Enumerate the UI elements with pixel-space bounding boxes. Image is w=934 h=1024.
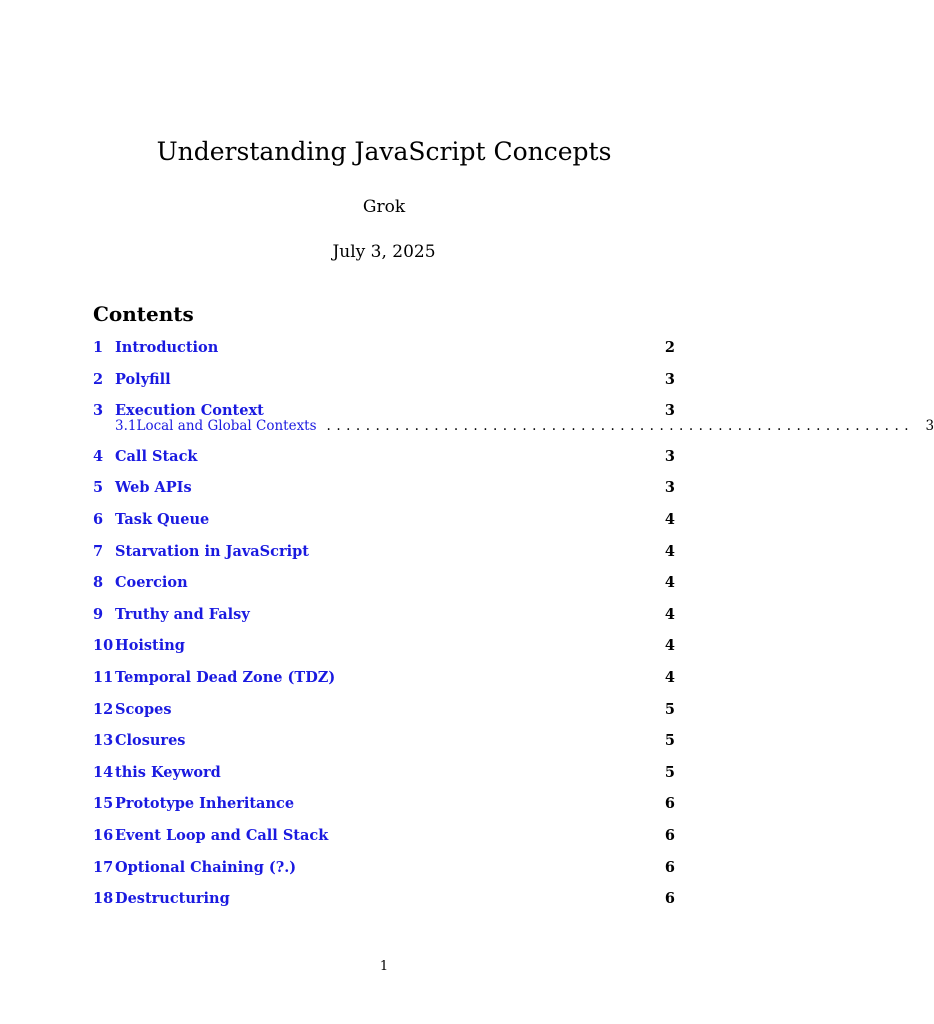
- toc-entry-number: 2: [93, 370, 104, 388]
- toc-entry-page: 3: [664, 479, 675, 497]
- toc-entry-6[interactable]: [93, 510, 675, 530]
- document-date: July 3, 2025: [332, 242, 436, 262]
- toc-entry-page: 3: [664, 402, 675, 420]
- toc-dot-leader: ............................................................: [326, 418, 915, 435]
- toc-entry-page: 4: [664, 605, 675, 623]
- toc-entry-label[interactable]: Optional Chaining (?.): [115, 858, 297, 876]
- toc-entry-page: 6: [664, 890, 675, 908]
- toc-entry-12[interactable]: [93, 700, 675, 720]
- toc-entry-13[interactable]: [93, 731, 675, 751]
- toc-entry-11[interactable]: [93, 668, 675, 688]
- toc-entry-number: 18: [93, 890, 114, 908]
- toc-subentry-3.1[interactable]: [93, 418, 934, 435]
- toc-entry-number: 3: [93, 402, 104, 420]
- toc-entry-label[interactable]: Task Queue: [115, 510, 210, 528]
- document-author: Grok: [362, 197, 406, 217]
- toc-entry-page: 4: [664, 542, 675, 560]
- toc-entry-number: 11: [93, 668, 114, 686]
- toc-entry-9[interactable]: [93, 605, 675, 625]
- toc-entry-16[interactable]: [93, 826, 675, 846]
- toc-entry-number: 13: [93, 732, 114, 750]
- toc-entry-18[interactable]: [93, 889, 675, 909]
- toc-entry-14[interactable]: [93, 763, 675, 783]
- toc-entry-page: 5: [664, 732, 675, 750]
- toc-entry-number: 14: [93, 763, 114, 781]
- toc-entry-label[interactable]: Starvation in JavaScript: [115, 542, 309, 560]
- toc-entry-label[interactable]: Web APIs: [115, 479, 192, 497]
- toc-entry-label[interactable]: Closures: [115, 732, 186, 750]
- toc-entry-page: 5: [664, 763, 675, 781]
- toc-entry-number: 17: [93, 858, 114, 876]
- toc-subentry-label[interactable]: Local and Global Contexts: [136, 418, 317, 435]
- toc-entry-label[interactable]: this Keyword: [115, 763, 221, 781]
- toc-entry-page: 4: [664, 510, 675, 528]
- toc-entry-page: 3: [664, 447, 675, 465]
- toc-entry-15[interactable]: [93, 794, 675, 814]
- toc-entry-8[interactable]: [93, 573, 675, 593]
- toc-entry-label[interactable]: Event Loop and Call Stack: [115, 826, 329, 844]
- table-of-contents: [93, 338, 934, 909]
- toc-entry-5[interactable]: [93, 478, 675, 498]
- toc-entry-number: 12: [93, 700, 114, 718]
- toc-entry-number: 5: [93, 479, 104, 497]
- toc-entry-page: 6: [664, 826, 675, 844]
- toc-entry-number: 16: [93, 826, 114, 844]
- toc-entry-number: 9: [93, 605, 104, 623]
- toc-entry-page: 2: [664, 339, 675, 356]
- toc-entry-label[interactable]: Polyfill: [115, 370, 171, 388]
- toc-entry-10[interactable]: [93, 636, 675, 656]
- page-number: 1: [379, 959, 389, 974]
- toc-entry-number: 8: [93, 574, 104, 592]
- document-title: Understanding JavaScript Concepts: [156, 137, 612, 166]
- toc-subentry-number: 3.1: [115, 418, 137, 435]
- toc-entry-page: 5: [664, 700, 675, 718]
- toc-entry-7[interactable]: [93, 542, 675, 562]
- toc-entry-label[interactable]: Temporal Dead Zone (TDZ): [115, 668, 336, 686]
- toc-entry-label[interactable]: Introduction: [115, 339, 219, 356]
- toc-entry-number: 1: [93, 339, 104, 356]
- toc-subentry-page: 3: [925, 418, 934, 435]
- toc-heading: Contents: [93, 302, 194, 326]
- toc-entry-label[interactable]: Truthy and Falsy: [115, 605, 250, 623]
- toc-entry-number: 7: [93, 542, 104, 560]
- toc-entry-number: 15: [93, 795, 114, 813]
- toc-entry-page: 6: [664, 795, 675, 813]
- toc-entry-page: 4: [664, 574, 675, 592]
- toc-entry-number: 10: [93, 637, 114, 655]
- toc-entry-label[interactable]: Call Stack: [115, 447, 198, 465]
- toc-entry-page: 3: [664, 370, 675, 388]
- toc-entry-number: 4: [93, 447, 104, 465]
- toc-entry-label[interactable]: Hoisting: [115, 637, 185, 655]
- toc-entry-page: 4: [664, 668, 675, 686]
- toc-entry-page: 6: [664, 858, 675, 876]
- toc-entry-4[interactable]: [93, 447, 675, 467]
- toc-entry-number: 6: [93, 510, 104, 528]
- toc-entry-1[interactable]: [93, 338, 675, 358]
- toc-entry-2[interactable]: [93, 370, 675, 390]
- toc-entry-label[interactable]: Scopes: [115, 700, 172, 718]
- toc-entry-label[interactable]: Prototype Inheritance: [115, 795, 295, 813]
- toc-entry-page: 4: [664, 637, 675, 655]
- toc-entry-label[interactable]: Execution Context: [115, 402, 264, 420]
- toc-entry-label[interactable]: Coercion: [115, 574, 188, 592]
- toc-entry-label[interactable]: Destructuring: [115, 890, 230, 908]
- toc-entry-17[interactable]: [93, 858, 675, 878]
